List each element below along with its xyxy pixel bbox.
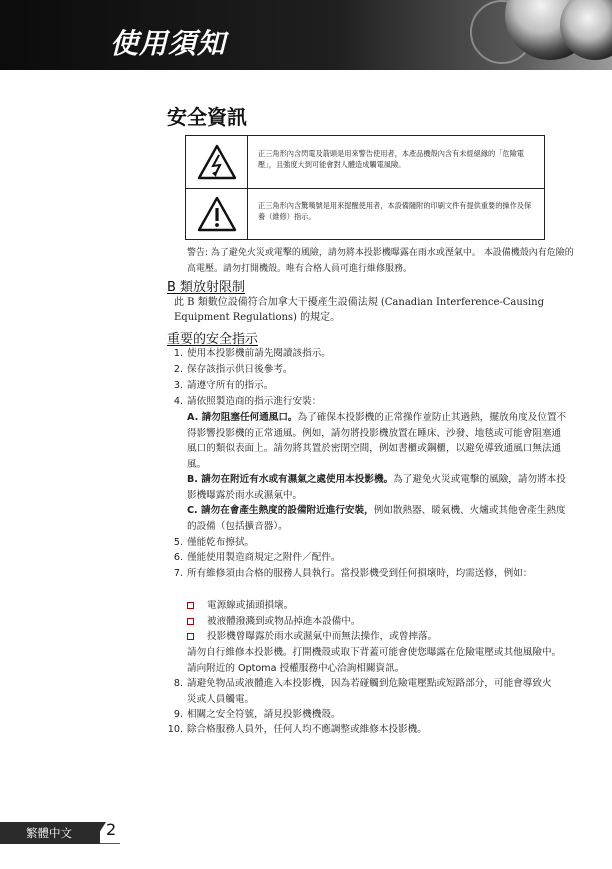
sub-item-a: A. 請勿阻塞任何通風口。為了確保本投影機的正常操作並防止其過熱，擺放角度及位置不得影響投影機的正常通風。例如，請勿將投影機放置在睡床、沙發、地毯或可能會阻塞通風口的類似表面上。請勿將其置於密閉空間，例如書櫃或鋼櫃，以避免導致通風口無法通風。 — [187, 412, 567, 470]
list-item: 7. 所有維修須由合格的服務人員執行。當投影機受到任何損壞時，均需送修，例如： — [173, 568, 533, 579]
exclamation-warning-icon — [186, 188, 248, 240]
checkbox-bullet-icon — [187, 618, 194, 625]
warning-text: 正三角形內含閃電及箭頭是用來警告使用者，本產品機殼內含有未經絕緣的「危險電壓」，且強度大到可能會對人體造成觸電風險。 — [258, 149, 524, 169]
footer-tab-notch — [92, 822, 106, 844]
sub-item-b: B. 請勿在附近有水或有濕氣之處使用本投影機。為了避免火災或電擊的風險，請勿將本投影機曝露於雨水或濕氣中。 — [187, 474, 566, 501]
sub-item-c: C. 請勿在會產生熱度的設備附近進行安裝，例如散熱器、暖氣機、火爐或其他會產生熱度的設備（包括擴音器）。 — [187, 505, 566, 532]
class-b-heading: B 類放射限制 — [167, 280, 246, 295]
warning-text: 正三角形內含驚嘆號是用來提醒使用者，本設備隨附的印刷文件有提供重要的操作及保養（維修）指示。 — [258, 201, 532, 221]
class-b-text: 此 B 類數位設備符合加拿大干擾產生設備法規 (Canadian Interference-Causing Equipment Regulations) 的規定。 — [174, 297, 544, 323]
important-safety-heading: 重要的安全指示 — [167, 332, 259, 347]
list-item: 8. 請避免物品或液體進入本投影機，因為若碰觸到危險電壓點或短路部分，可能會導致火災或人員觸電。 — [173, 678, 552, 705]
warning-row — [186, 136, 544, 189]
footer-divider — [100, 843, 120, 844]
checkbox-bullet-icon — [187, 602, 194, 609]
checkbox-bullet-icon — [187, 633, 194, 640]
warning-symbol-table — [185, 135, 545, 240]
chapter-title: 使用須知 — [110, 27, 227, 60]
section-title: 安全資訊 — [167, 105, 247, 129]
warning-row — [186, 188, 544, 240]
page-number: 2 — [106, 820, 117, 839]
item-7-note: 請勿自行維修本投影機。打開機殼或取下背蓋可能會使您曝露在危險電壓或其他風險中。請向附近的 Optoma 授權服務中心洽詢相關資訊。 — [187, 647, 562, 674]
warning-paragraph: 警告: 為了避免火災或電擊的風險，請勿將本投影機曝露在雨水或溼氣中。 本設備機殼內有危險的高電壓。請勿打開機殼。唯有合格人員可進行維修服務。 — [187, 248, 574, 274]
footer-language-tab: 繁體中文 — [0, 822, 100, 844]
lightning-warning-icon — [186, 136, 248, 188]
